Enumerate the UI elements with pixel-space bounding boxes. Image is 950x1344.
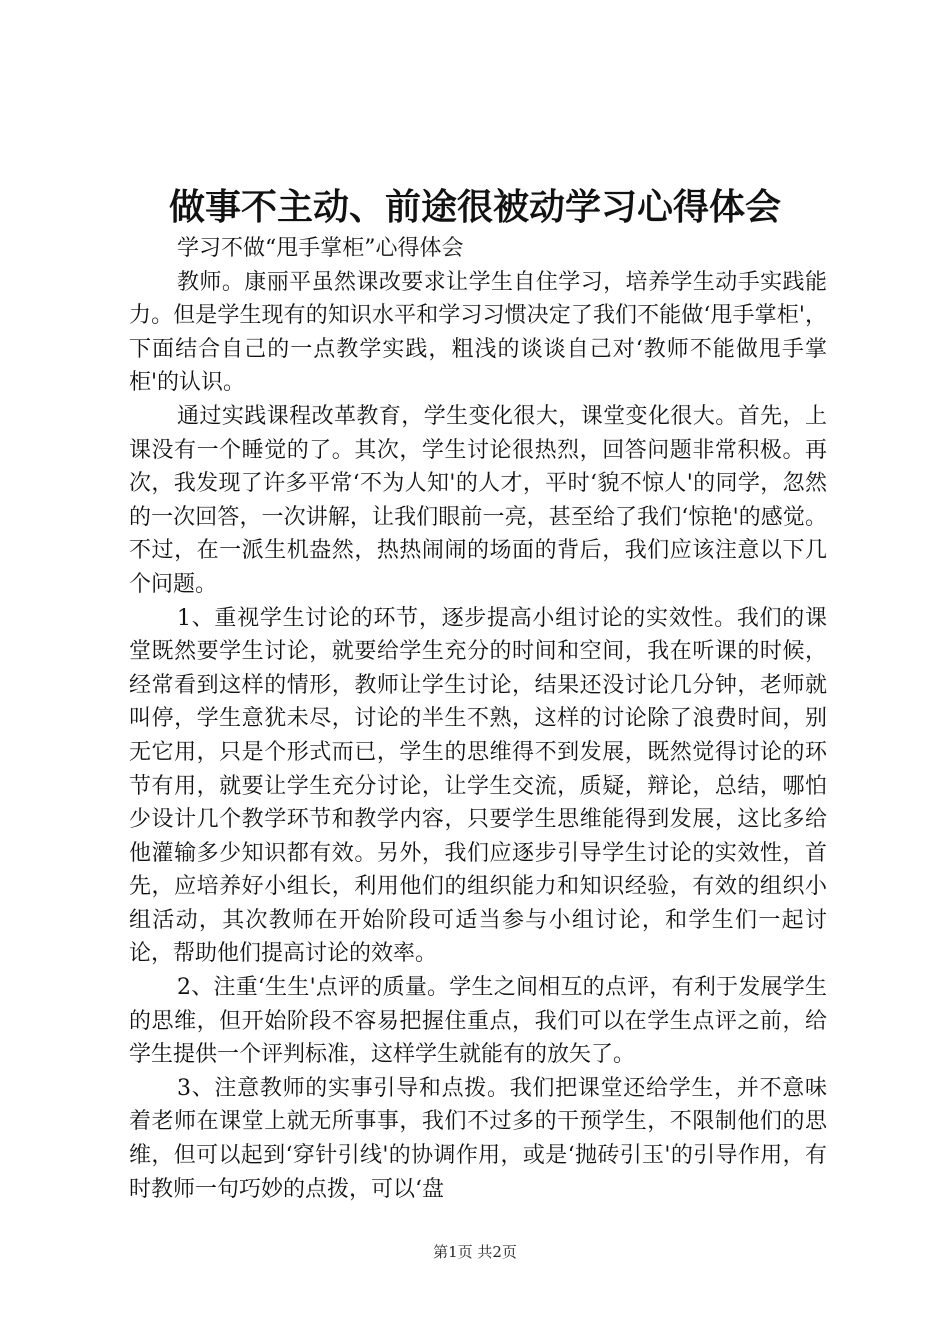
body-paragraph: 3、注意教师的实事引导和点拨。我们把课堂还给学生，并不意味着老师在课堂上就无所事事，我们不过多的干预学生，不限制他们的思维，但可以起到‘穿针引线'的协调作用，或是‘抛砖引玉'的引导作用，有时教师一句巧妙的点拨，可以‘盘 [129, 1075, 827, 1202]
page-number-footer: 第1页 共2页 [433, 1243, 517, 1261]
document-body [129, 232, 827, 1206]
body-paragraph: 教师。康丽平虽然课改要求让学生自住学习，培养学生动手实践能力。但是学生现有的知识水平和学习习惯决定了我们不能做‘甩手掌柜'，下面结合自己的一点教学实践，粗浅的谈谈自己对‘教师不能做甩手掌柜'的认识。 [129, 269, 827, 396]
body-paragraph: 1、重视学生讨论的环节，逐步提高小组讨论的实效性。我们的课堂既然要学生讨论，就要给学生充分的时间和空间，我在听课的时候，经常看到这样的情形，教师让学生讨论，结果还没讨论几分钟，老师就叫停，学生意犹未尽，讨论的半生不熟，这样的讨论除了浪费时间，别无它用，只是个形式而已，学生的思维得不到发展，既然觉得讨论的环节有用，就要让学生充分讨论，让学生交流，质疑，辩论，总结，哪怕少设计几个教学环节和教学内容，只要学生思维能得到发展，这比多给他灌输多少知识都有效。另外，我们应逐步引导学生讨论的实效性，首先，应培养好小组长，利用他们的组织能力和知识经验，有效的组织小组活动，其次教师在开始阶段可适当参与小组讨论，和学生们一起讨论，帮助他们提高讨论的效率。 [129, 605, 827, 967]
body-paragraph: 2、注重‘生生'点评的质量。学生之间相互的点评，有利于发展学生的思维，但开始阶段不容易把握住重点，我们可以在学生点评之前，给学生提供一个评判标准，这样学生就能有的放矢了。 [129, 975, 827, 1068]
body-paragraph: 通过实践课程改革教育，学生变化很大，课堂变化很大。首先，上课没有一个睡觉的了。其次，学生讨论很热烈，回答问题非常积极。再次，我发现了许多平常‘不为人知'的人才，平时‘貌不惊人'的同学，忽然的一次回答，一次讲解，让我们眼前一亮，甚至给了我们‘惊艳'的感觉。不过，在一派生机盎然，热热闹闹的场面的背后，我们应该注意以下几个问题。 [129, 403, 827, 597]
subtitle-paragraph: 学习不做“甩手掌柜”心得体会 [177, 236, 464, 261]
document-title: 做事不主动、前途很被动学习心得体会 [168, 186, 781, 228]
